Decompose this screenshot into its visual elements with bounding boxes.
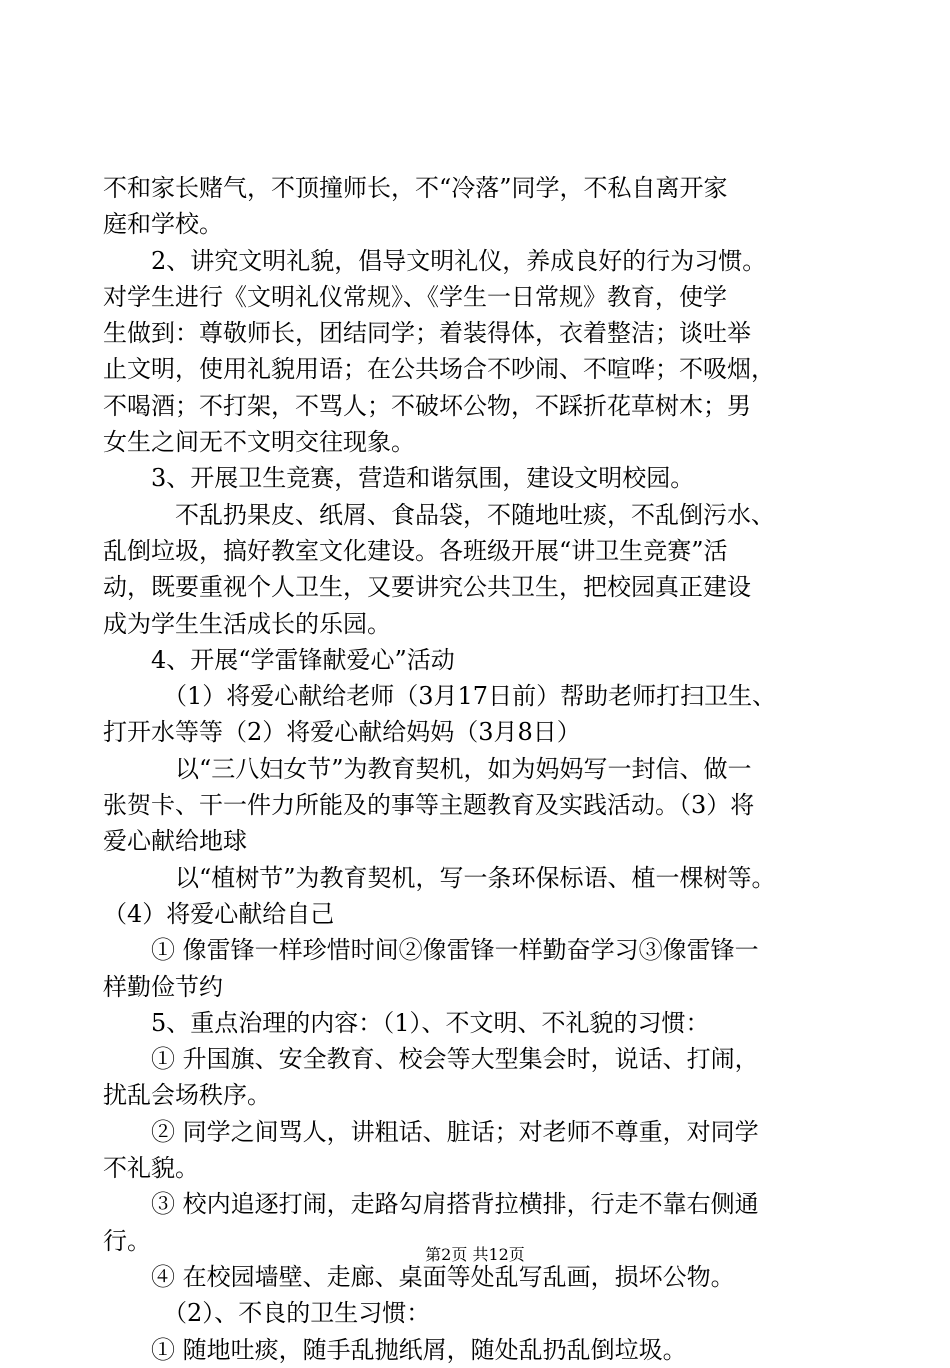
body-line: 张贺卡、干一件力所能及的事等主题教育及实践活动。（3）将 — [103, 791, 755, 820]
body-line: 庭和学校。 — [103, 210, 223, 239]
body-line: 5、重点治理的内容：（1）、不文明、不礼貌的习惯： — [151, 1008, 710, 1037]
body-line: 不和家长赌气，不顶撞师长，不“冷落”同学，不私自离开家 — [103, 174, 728, 202]
body-line: 爱心献给地球 — [103, 827, 247, 856]
body-line: 行。 — [103, 1226, 151, 1255]
body-line: 以“三八妇女节”为教育契机，如为妈妈写一封信、做一 — [175, 754, 752, 783]
body-line: 4、开展“学雷锋献爱心”活动 — [151, 645, 455, 674]
body-line: ② 同学之间骂人，讲粗话、脏话；对老师不尊重，对同学 — [151, 1117, 759, 1146]
body-line: 打开水等等（2）将爱心献给妈妈（3月8日） — [103, 718, 581, 747]
body-line: 不喝酒；不打架，不骂人；不破坏公物，不踩折花草树木；男 — [103, 391, 751, 420]
body-line: ① 像雷锋一样珍惜时间②像雷锋一样勤奋学习③像雷锋一 — [151, 936, 759, 965]
body-line: ④ 在校园墙壁、走廊、桌面等处乱写乱画，损坏公物。 — [151, 1262, 735, 1291]
body-line: 2、讲究文明礼貌，倡导文明礼仪，养成良好的行为习惯。 — [151, 246, 767, 275]
body-line: ① 升国旗、安全教育、校会等大型集会时，说话、打闹， — [151, 1045, 759, 1074]
body-line: 乱倒垃圾，搞好教室文化建设。各班级开展“讲卫生竞赛”活 — [103, 536, 728, 565]
body-line: 对学生进行《文明礼仪常规》、《学生一日常规》教育，使学 — [103, 282, 727, 311]
body-line: 样勤俭节约 — [103, 972, 223, 1001]
body-line: （1）将爱心献给老师（3月17日前）帮助老师打扫卫生、 — [163, 682, 777, 711]
body-line: 成为学生生活成长的乐园。 — [103, 609, 391, 638]
page-footer: 第2页 共12页 — [425, 1245, 525, 1264]
body-line: 以“植树节”为教育契机，写一条环保标语、植一棵树等。 — [175, 863, 776, 892]
body-line: 动，既要重视个人卫生，又要讲究公共卫生，把校园真正建设 — [103, 573, 751, 602]
body-line: 扰乱会场秩序。 — [103, 1081, 271, 1110]
body-line: ③ 校内追逐打闹，走路勾肩搭背拉横排，行走不靠右侧通 — [151, 1190, 759, 1219]
body-line: （2）、不良的卫生习惯： — [163, 1299, 431, 1328]
body-line: 不礼貌。 — [103, 1154, 199, 1183]
body-line: 不乱扔果皮、纸屑、食品袋，不随地吐痰，不乱倒污水、 — [175, 500, 775, 529]
body-line: 生做到：尊敬师长，团结同学；着装得体，衣着整洁；谈吐举 — [103, 319, 751, 348]
body-line: ① 随地吐痰，随手乱抛纸屑，随处乱扔乱倒垃圾。 — [151, 1335, 687, 1364]
body-line: 女生之间无不文明交往现象。 — [103, 428, 415, 457]
body-line: 止文明，使用礼貌用语；在公共场合不吵闹、不喧哗；不吸烟， — [103, 355, 775, 384]
document-body — [103, 170, 863, 1368]
body-line: （4）将爱心献给自己 — [103, 899, 335, 928]
body-line: 3、开展卫生竞赛，营造和谐氛围，建设文明校园。 — [151, 464, 695, 493]
